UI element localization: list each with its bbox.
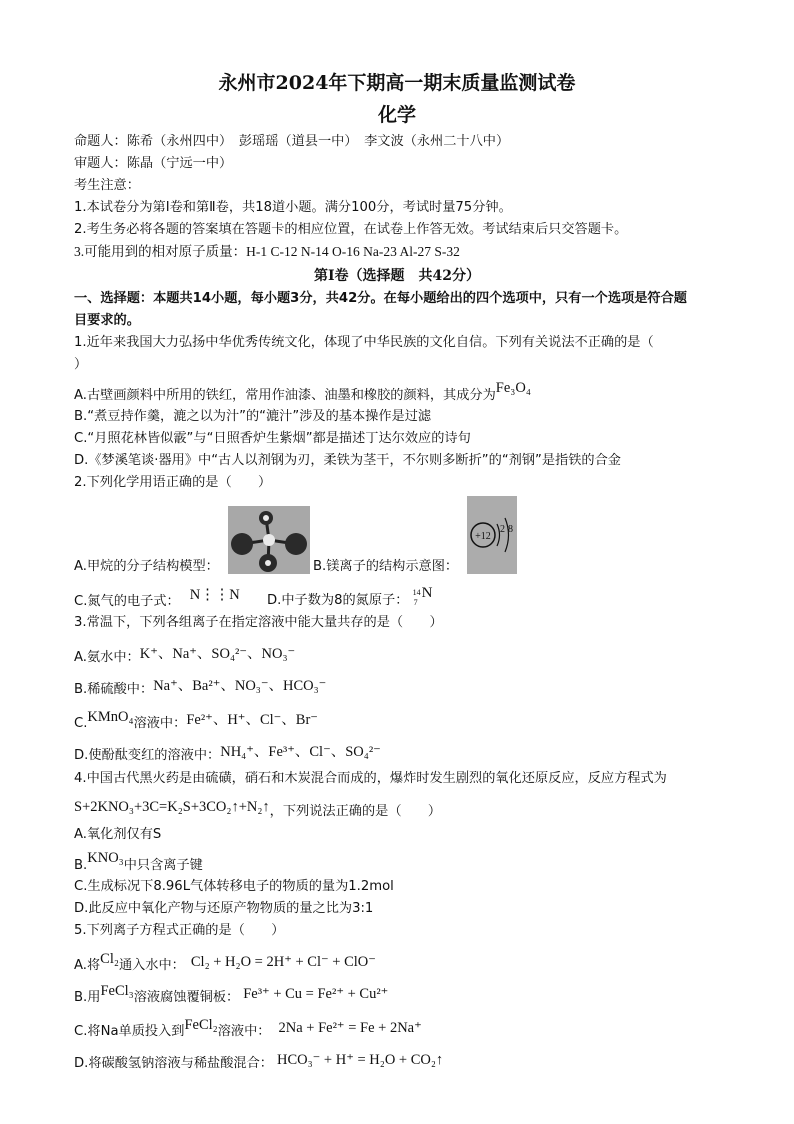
q2-option-b: B.镁离子的结构示意图： — [313, 559, 459, 574]
q5-option-c-text: 溶液中： — [217, 1024, 271, 1039]
q5-option-a-reagent: Cl₂ — [100, 951, 119, 967]
q3-option-c-prefix: C. — [74, 716, 88, 731]
q4-option-a: A.氧化剂仅有S — [74, 827, 162, 842]
mg-ion-structure-diagram — [467, 496, 517, 574]
notice-2: 2.考生务必将各题的答案填在答题卡的相应位置，在试卷上作答无效。考试结束后只交答题卡。 — [74, 222, 628, 237]
q5-option-d-text: D.将碳酸氢钠溶液与稀盐酸混合： — [74, 1056, 273, 1071]
q1-option-a — [74, 380, 531, 405]
nuclide-mass-number: 14 — [412, 588, 421, 597]
q5-option-a-equation: Cl₂ + H₂O = 2H⁺ + Cl⁻ + ClO⁻ — [190, 954, 376, 970]
q2-option-c — [74, 587, 240, 611]
notice-heading: 考生注意： — [74, 178, 140, 193]
q3-stem: 3.常温下，下列各组离子在指定溶液中能大量共存的是（ ） — [74, 615, 443, 630]
reviewer-line: 审题人：陈晶（宁远一中） — [74, 156, 233, 171]
section1-instruction-2: 目要求的。 — [74, 313, 140, 328]
q3-option-d — [74, 746, 381, 765]
subject-title: 化学 — [377, 104, 416, 126]
authors-line: 命题人：陈希（永州四中） 彭瑶瑶（道县一中） 李文波（永州二十八中） — [74, 134, 510, 149]
mg-nucleus-label: +12 — [475, 531, 491, 542]
nitrogen-nuclide-symbol — [412, 585, 435, 610]
q3-option-a — [74, 648, 295, 667]
notice-1: 1.本试卷分为第Ⅰ卷和第Ⅱ卷，共18道小题。满分100分，考试时量75分钟。 — [74, 200, 512, 215]
q4-option-c: C.生成标况下8.96L气体转移电子的物质的量为1.2mol — [74, 879, 394, 894]
q5-option-c-reagent: FeCl₂ — [184, 1017, 218, 1033]
q1-stem-1: 1.近年来我国大力弘扬中华优秀传统文化，体现了中华民族的文化自信。下列有关说法不正确的是（ — [74, 335, 654, 350]
notice-3: 3.可能用到的相对原子质量：H-1 C-12 N-14 O-16 Na-23 Al-27 S-32 — [74, 244, 460, 259]
section1-instruction-1: 一、选择题：本题共14小题，每小题3分，共42分。在每小题给出的四个选项中，只有一个选项是符合题 — [74, 291, 687, 306]
q3-option-c-formula: KMnO₄ — [87, 709, 134, 725]
q2-option-a: A.甲烷的分子结构模型： — [74, 559, 219, 574]
q4-option-b — [74, 850, 203, 875]
q3-option-c-text: 溶液中： — [133, 716, 187, 731]
q1-option-c: C.“月照花林皆似霰”与“日照香炉生紫烟”都是描述丁达尔效应的诗句 — [74, 431, 471, 446]
q5-stem: 5.下列离子方程式正确的是（ ） — [74, 923, 285, 938]
q5-option-b-prefix: B.用 — [74, 990, 101, 1005]
methane-ball-stick-model — [228, 506, 310, 574]
q5-option-b-text: 溶液腐蚀覆铜板： — [133, 990, 240, 1005]
q5-option-b-equation: Fe³⁺ + Cu = Fe²⁺ + Cu²⁺ — [243, 986, 389, 1002]
q1-option-d: D.《梦溪笔谈·器用》中“古人以剂钢为刃，柔铁为茎干，不尔则多断折”的“剂钢”是指铁的合金 — [74, 453, 621, 468]
q2-option-c-text: C.氮气的电子式： — [74, 594, 180, 609]
nitrogen-electron-formula: N⋮⋮N — [189, 587, 240, 603]
q4-option-d: D.此反应中氧化产物与还原产物物质的量之比为3:1 — [74, 901, 374, 916]
q5-option-b-reagent: FeCl₃ — [100, 983, 134, 999]
q3-option-a-text: A.氨水中： — [74, 650, 140, 665]
q4-equation: S+2KNO₃+3C=K₂S+3CO₂↑+N₂↑ — [74, 799, 270, 815]
mg-ion-image — [467, 496, 517, 574]
q5-option-a — [74, 951, 376, 975]
q5-option-c — [74, 1017, 422, 1041]
q5-option-d-equation: HCO₃⁻ + H⁺ = H₂O + CO₂↑ — [276, 1052, 444, 1068]
section1-title: 第Ⅰ卷（选择题 共42分） — [313, 268, 481, 284]
q3-option-b-text: B.稀硫酸中： — [74, 682, 154, 697]
q1-stem-2: ） — [74, 357, 88, 372]
q5-option-a-text: 通入水中： — [118, 958, 185, 973]
q5-option-a-prefix: A.将 — [74, 958, 101, 973]
q5-option-b — [74, 983, 389, 1007]
q3-option-a-ions: K⁺、Na⁺、SO₄²⁻、NO₃⁻ — [139, 646, 296, 662]
q2-option-d — [267, 585, 435, 610]
q4-option-b-formula: KNO₃ — [87, 850, 124, 866]
q5-option-d — [74, 1054, 443, 1073]
q4-stem-2-line — [74, 799, 442, 821]
mg-shell-2-label: 8 — [508, 524, 513, 535]
nuclide-atomic-number: 7 — [413, 598, 418, 607]
methane-model-image — [228, 506, 310, 574]
q1-option-a-formula: Fe₃O₄ — [495, 380, 531, 396]
q3-option-b — [74, 680, 326, 699]
q1-option-a-text: A.古壁画颜料中所用的铁红，常用作油漆、油墨和橡胶的颜料，其成分为 — [74, 388, 496, 403]
mg-shell-1-label: 2 — [500, 524, 505, 535]
q3-option-d-ions: NH₄⁺、Fe³⁺、Cl⁻、SO₄²⁻ — [220, 744, 381, 760]
q2-stem: 2.下列化学用语正确的是（ ） — [74, 475, 272, 490]
q4-stem-1: 4.中国古代黑火药是由硫磺，硝石和木炭混合而成的，爆炸时发生剧烈的氧化还原反应，反应方程式为 — [74, 771, 667, 786]
q1-option-b: B.“煮豆持作羹，漉之以为汁”的“漉汁”涉及的基本操作是过滤 — [74, 409, 432, 424]
q3-option-d-text: D.使酚酞变红的溶液中： — [74, 748, 221, 763]
q3-option-c — [74, 709, 318, 733]
q2-option-d-text: D.中子数为8的氮原子： — [267, 593, 409, 608]
q4-option-b-text: 中只含离子键 — [123, 858, 203, 873]
q5-option-c-equation: 2Na + Fe²⁺ = Fe + 2Na⁺ — [278, 1020, 422, 1036]
q4-option-b-prefix: B. — [74, 858, 88, 873]
q3-option-c-ions: Fe²⁺、H⁺、Cl⁻、Br⁻ — [186, 712, 318, 728]
exam-title: 永州市2024年下期高一期末质量监测试卷 — [218, 72, 576, 94]
q5-option-c-prefix: C.将Na单质投入到 — [74, 1024, 185, 1039]
q3-option-b-ions: Na⁺、Ba²⁺、NO₃⁻、HCO₃⁻ — [153, 678, 327, 694]
q4-stem-2: ，下列说法正确的是（ ） — [269, 804, 442, 819]
nuclide-element: N — [421, 585, 433, 601]
